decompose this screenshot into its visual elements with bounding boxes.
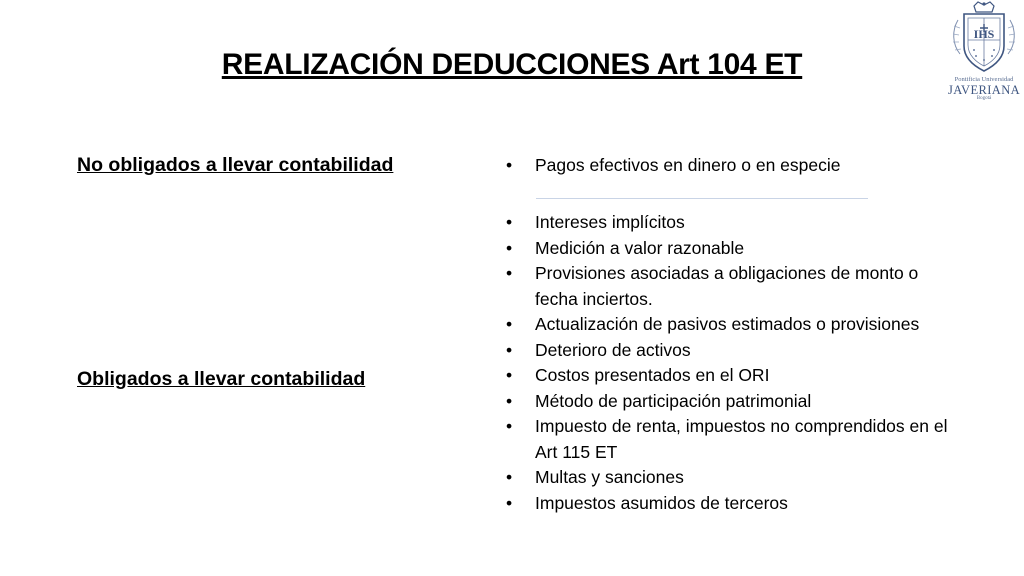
bullet-icon: •	[506, 416, 513, 436]
bullet-icon: •	[506, 492, 513, 513]
list-item-text: Intereses implícitos	[535, 212, 685, 232]
list-item-text: Medición a valor razonable	[535, 237, 745, 258]
list-item	[503, 261, 965, 312]
list-item-text: Impuestos asumidos de terceros	[535, 492, 788, 513]
list-item-text: Deterioro de activos	[535, 339, 691, 360]
list-item-text: Método de participación patrimonial	[535, 390, 812, 411]
list-item-text: Impuesto de renta, impuestos no comprendidos en el Art 115 ET	[535, 416, 948, 462]
list-item	[503, 153, 965, 179]
list-item-text: Pagos efectivos en dinero o en especie	[535, 155, 841, 175]
bullet-icon: •	[506, 467, 513, 487]
heading-obligados: Obligados a llevar contabilidad	[77, 368, 366, 390]
bullet-list-obligados	[503, 210, 965, 516]
list-item	[503, 491, 965, 517]
list-item-text: Actualización de pasivos estimados o provisiones	[535, 314, 920, 334]
bullet-icon: •	[506, 155, 513, 175]
logo-line-2: JAVERIANA	[947, 83, 1021, 97]
list-item-text: Provisiones asociadas a obligaciones de monto o fecha inciertos.	[535, 263, 919, 309]
bullet-list-no-obligados	[503, 153, 965, 179]
list-item	[503, 338, 965, 364]
divider	[536, 198, 868, 199]
logo-line-1: Pontificia Universidad	[954, 76, 1014, 83]
shield-letters: IHS	[973, 27, 995, 41]
list-item	[503, 312, 965, 338]
university-shield-icon	[944, 0, 1024, 76]
list-item	[503, 389, 965, 415]
list-item-text: Multas y sanciones	[535, 467, 684, 487]
university-logo	[944, 0, 1024, 104]
list-item	[503, 414, 965, 465]
bullet-icon: •	[506, 212, 513, 232]
list-item	[503, 465, 965, 491]
list-item	[503, 236, 965, 262]
bullet-icon: •	[506, 339, 513, 360]
list-item	[503, 210, 965, 236]
bullet-icon: •	[506, 365, 513, 385]
slide-title: REALIZACIÓN DEDUCCIONES Art 104 ET	[221, 48, 803, 81]
list-item-text: Costos presentados en el ORI	[535, 365, 770, 385]
bullet-icon: •	[506, 237, 513, 258]
list-item	[503, 363, 965, 389]
bullet-icon: •	[506, 314, 513, 334]
bullet-icon: •	[506, 390, 513, 411]
logo-line-3: Bogotá	[976, 96, 992, 101]
bullet-icon: •	[506, 263, 513, 283]
heading-no-obligados: No obligados a llevar contabilidad	[77, 154, 394, 176]
